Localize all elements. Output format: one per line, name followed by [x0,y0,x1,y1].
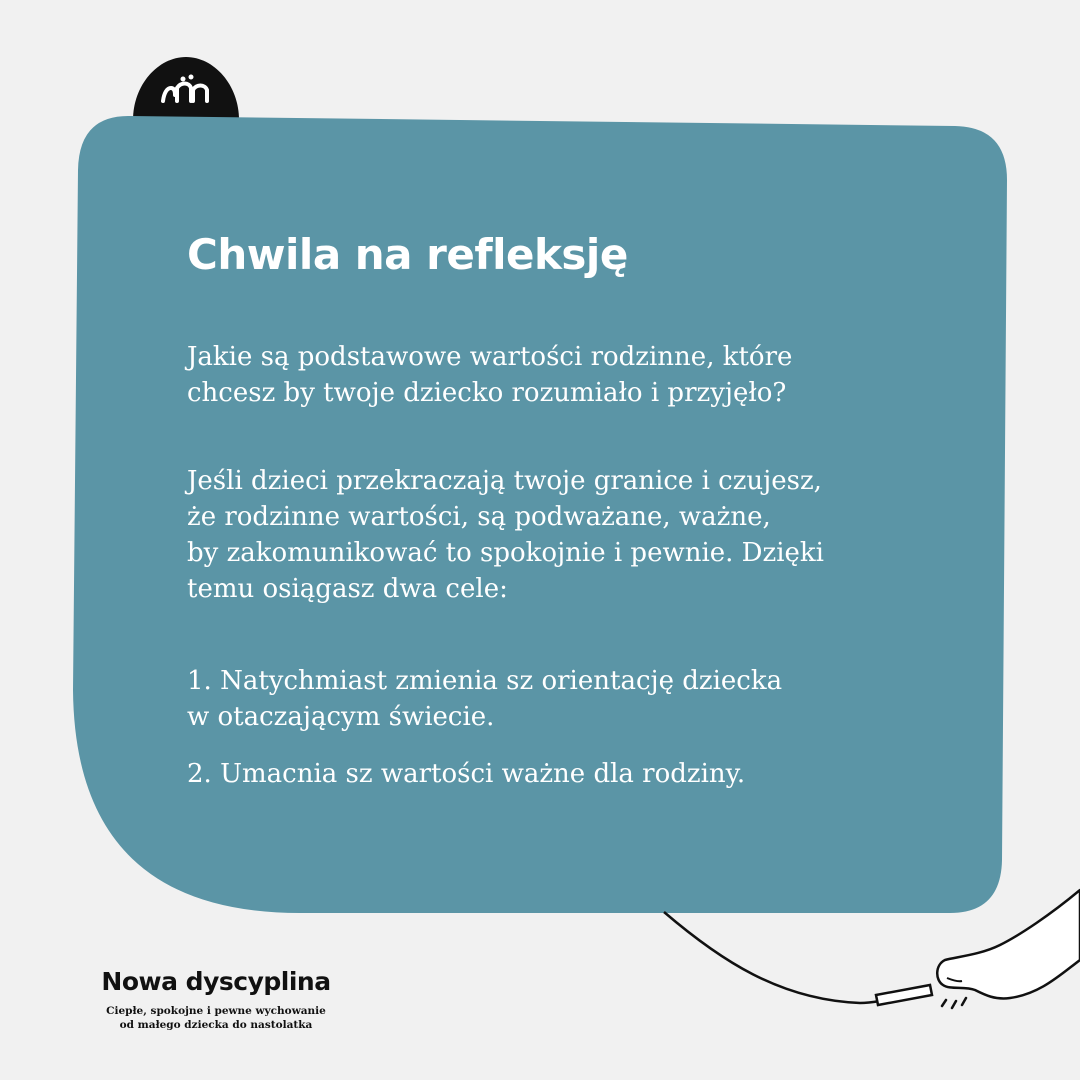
list-item: 1. Natychmiast zmienia sz orientację dziecka w otaczającym świecie. [187,666,783,732]
reflection-card [187,222,947,789]
list-item: 2. Umacnia sz wartości ważne dla rodziny. [187,759,746,789]
cord-line [664,912,880,1003]
book-subtitle-line-1: Ciepłe, spokojne i pewne wychowanie [106,1005,326,1017]
book-footer [100,960,332,1032]
book-title: Nowa dyscyplina [101,967,331,996]
book-subtitle-line-2: od małego dziecka do nastolatka [119,1019,313,1031]
card-paragraph: Jeśli dzieci przekraczają twoje granice i czujesz, że rodzinne wartości, są podważane, ważne, by zakomunikować to spokojnie i pewnie. Dzięki temu osiągasz dwa cele: [187,466,824,604]
brand-logo-icon [133,57,239,127]
card-question: Jakie są podstawowe wartości rodzinne, które chcesz by twoje dziecko rozumiało i przyjęło? [187,342,793,408]
card-title: Chwila na refleksję [187,230,628,279]
